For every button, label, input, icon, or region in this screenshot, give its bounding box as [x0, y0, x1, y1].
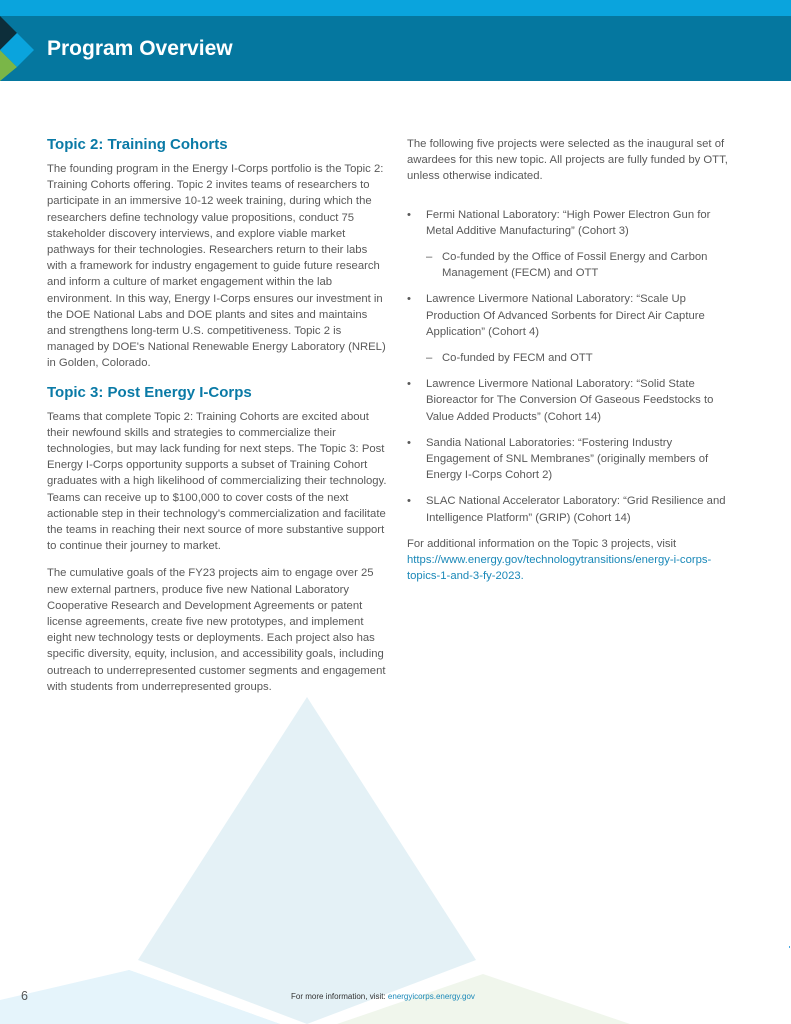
topic-3-paragraph-2: The cumulative goals of the FY23 projects aim to engage over 25 new external partners, produce five new National Laboratory Cooperative Research and Development Agreements or patent license agreements, create five new prototypes, and implement eight new technology tests or deployments. Each project also has specific diversity, equity, inclusion, and accessibility goals, including outreach to underrepresented customer segments and engagement with students from underrepresented groups. [47, 567, 386, 693]
project-item [407, 207, 737, 239]
page-number: 6 [21, 989, 28, 1003]
projects-list [407, 207, 737, 526]
project-text: Lawrence Livermore National Laboratory: “Solid State Bioreactor for The Conversion Of Gaseous Feedstocks to Value Added Products” (Cohort 14) [426, 378, 714, 423]
project-note [407, 350, 737, 366]
page-title: Program Overview [47, 37, 233, 60]
project-item [407, 291, 737, 340]
footer-info [291, 992, 475, 1001]
project-item [407, 376, 737, 425]
outro-text: For additional information on the Topic 3 projects, visit [407, 537, 677, 550]
topic-2-paragraph: The founding program in the Energy I-Corps portfolio is the Topic 2: Training Cohorts offering. Topic 2 invites teams of researchers to participate in an immersive 10-12 week training, during which the researchers define technology value propositions, conduct 75 stakeholder discovery interviews, and explore viable market pathways for their technologies. Researchers return to their labs with a framework for industry engagement to guide future research and inform a culture of market engagement within the lab environment. In this way, Energy I-Corps ensures our investment in the DOE National Labs and DOE plants and sites and maintains and strengthens long-term U.S. competitiveness. Topic 2 is managed by DOE's National Renewable Energy Laboratory (NREL) in Golden, Colorado. [47, 163, 386, 370]
project-note-text: Co-funded by the Office of Fossil Energy and Carbon Management (FECM) and OTT [442, 251, 708, 280]
dash-icon: – [426, 251, 433, 264]
project-text: Lawrence Livermore National Laboratory: “Scale Up Production Of Advanced Sorbents for Direct Air Capture Application” (Cohort 4) [426, 293, 705, 338]
bullet-icon: • [407, 378, 411, 391]
project-text: SLAC National Accelerator Laboratory: “Grid Resilience and Intelligence Platform” (GRIP) (Cohort 14) [426, 495, 726, 524]
project-item [407, 493, 737, 525]
bullet-icon: • [407, 436, 411, 449]
bullet-icon: • [407, 208, 411, 221]
top-accent-strip [0, 0, 791, 16]
footer-website-link[interactable]: energyicorps.energy.gov [387, 992, 475, 1001]
section-heading-topic-2: Topic 2: Training Cohorts [47, 136, 228, 153]
project-text: Fermi National Laboratory: “High Power Electron Gun for Metal Additive Manufacturing” (Cohort 3) [426, 208, 711, 237]
background-decorative-shapes [0, 680, 791, 1024]
projects-intro: The following five projects were selected as the inaugural set of awardees for this new topic. All projects are fully funded by OTT, unless otherwise indicated. [407, 138, 728, 183]
project-text: Sandia National Laboratories: “Fostering Industry Engagement of SNL Membranes” (originally members of Energy I-Corps Cohort 2) [426, 436, 709, 482]
topic-3-paragraph-1: Teams that complete Topic 2: Training Cohorts are excited about their newfound skills and strategies to commercialize their technologies, but may lack funding for next steps. The Topic 3: Post Energy I-Corps opportunity supports a subset of Training Cohort graduates with a high likelihood of commercializing their technology. Teams can receive up to $100,000 to cover costs of the next actionable step in their technology's commercialization and facilitate the teams in reaching their next source of more substantive support to continue their journey to market. [47, 410, 387, 553]
dash-icon: – [426, 352, 433, 365]
topic-3-projects-link[interactable]: https://www.energy.gov/technologytransitions/energy-i-corps-topics-1-and-3-fy-2023. [407, 554, 712, 583]
left-column [47, 136, 387, 695]
bullet-icon: • [407, 293, 411, 306]
footer-label: For more information, visit: [291, 992, 388, 1001]
project-note [407, 249, 737, 281]
bullet-icon: • [407, 495, 411, 508]
projects-outro [407, 536, 737, 585]
project-item [407, 435, 737, 484]
project-note-text: Co-funded by FECM and OTT [442, 352, 593, 365]
section-heading-topic-3: Topic 3: Post Energy I-Corps [47, 383, 252, 401]
edge-mark [789, 946, 790, 948]
brand-diamond-emblem-icon [0, 16, 40, 81]
right-column [407, 136, 737, 584]
